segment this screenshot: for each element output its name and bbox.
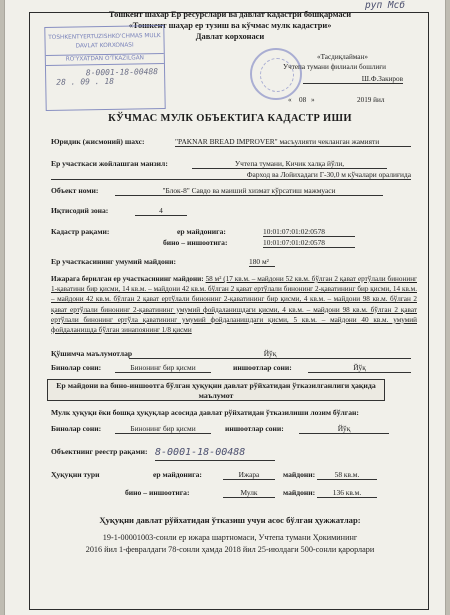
rights-building-label: бино – иншоотига:	[125, 488, 190, 497]
approval-date-mid: »	[311, 96, 315, 104]
lease-paragraph	[51, 274, 417, 335]
registration-box-title: Ер майдони ва бино-иншоотга бўлган ҳуқуқни давлат рўйхатидан ўтказилганлиги ҳақида маълумот	[56, 381, 376, 400]
cadastre-building-value: 10:01:07:01:02:0578	[263, 238, 355, 248]
structures2-label: иншоотлар сони:	[225, 424, 284, 433]
cadastre-land-value: 10:01:07:01:02:0578	[263, 227, 355, 237]
header-line-3: Давлат корхонаси	[195, 32, 265, 41]
registration-stamp	[44, 25, 165, 111]
lease-label: Ижарага берилган ер участкасининг майдони:	[51, 275, 204, 283]
cadastre-building-label: бино – иншоотига:	[163, 238, 228, 247]
structures-value: Йўқ	[308, 363, 411, 373]
registry-value-line	[155, 442, 275, 461]
documents-title: Ҳуқуқни давлат рўйхатидан ўтказиш учун асос бўлган ҳужжатлар:	[99, 515, 361, 525]
stamp-date: 28 . 09 . 18	[56, 76, 115, 87]
total-area-value	[249, 257, 275, 267]
rights-land-area-value: 58 кв.м.	[317, 470, 377, 480]
buildings-value: Бинонинг бир қисми	[115, 363, 211, 373]
structures-label: иншоотлар сони:	[233, 363, 292, 372]
stamp-line-2: DAVLAT KORXONASI	[75, 42, 134, 50]
approval-branch: Учтепа тумани филиали бошлиғи	[283, 63, 387, 71]
registration-info-box	[47, 379, 385, 401]
approval-date-prefix: «	[288, 96, 292, 104]
rights-land-value: Ижара	[223, 470, 275, 480]
buildings2-value: Бинонинг бир қисми	[115, 424, 211, 434]
additional-value: Йўқ	[129, 349, 411, 359]
buildings-label: Бинолар сони:	[51, 363, 102, 372]
rights-land-label: ер майдонига:	[153, 470, 202, 479]
document-title: КЎЧМАС МУЛК ОБЪЕКТИГА КАДАСТР ИШИ	[108, 113, 352, 124]
registration-note: Мулк ҳуқуқи ёки бошқа ҳуқуқлар асосида давлат рўйхатидан ўтказилиши лозим бўлган:	[51, 408, 359, 417]
additional-label: Қўшимча маълумотлар	[51, 349, 133, 358]
address-label: Ер участкаси жойлашган манзил:	[51, 159, 168, 168]
documents-line-1: 19-1-00001003-сонли ер ижара шартномаси, Учтепа тумани Ҳокимининг	[102, 533, 358, 542]
object-value: "Блок-8" Савдо ва маиший хизмат кўрсатиш мажмуаси	[115, 186, 383, 196]
documents-line-2: 2016 йил 1-февралдаги 78-сонли ҳамда 2018 йил 25-июлдаги 500-сонли қарорлари	[85, 545, 375, 554]
document-page	[4, 0, 446, 615]
header-line-2: «Тошкент шаҳар ер тузиш ва кўчмас мулк кадастри»	[128, 21, 332, 30]
entity-value: "PAKNAR BREAD IMPROVER" масъулияти чекланган жамияти	[175, 137, 411, 147]
rights-label: Ҳуқуқни тури	[51, 470, 100, 479]
zone-label: Иқтисодий зона:	[51, 206, 109, 215]
structures2-value: Йўқ	[299, 424, 389, 434]
registry-value: 8-0001-18-00488	[155, 447, 246, 458]
handwritten-note: руп Мсб	[365, 0, 406, 11]
rights-building-value: Мулк	[223, 488, 275, 498]
zone-value: 4	[135, 206, 187, 216]
address-line-1: Учтепа тумани, Кичик халқа йўли,	[192, 159, 387, 169]
rights-building-area-label: майдони:	[283, 488, 316, 497]
buildings2-label: Бинолар сони:	[51, 424, 102, 433]
cadastre-label: Кадастр рақами:	[51, 227, 110, 236]
official-seal	[250, 48, 302, 100]
entity-label: Юридик (жисмоний) шахс:	[51, 137, 145, 146]
stamp-number: 8-0001-18-00488	[85, 67, 159, 78]
total-area-unit: м²	[261, 257, 269, 266]
stamp-line-1: TOSHKENTYERTUZISHKO'CHMAS MULK	[48, 33, 161, 41]
header-line-1: Тошкент шахар Ер ресурслари ва давлат кадастри бошқармаси	[108, 10, 352, 19]
object-label: Объект номи:	[51, 186, 99, 195]
total-area-number: 180	[249, 257, 261, 266]
registry-label: Объектнинг реестр рақами:	[51, 447, 148, 456]
approval-year: 2019 йил	[357, 96, 385, 104]
lease-text: 58 м² (17 кв.м. – майдони 52 кв.м. бўлган 2 қават ертўлали бинонинг 1-қаватини бир қисми, 14 кв.м. – майдони 42 кв.м. бўлган 2 қават ертўлали бинонинг 2-қаватининг бир қисми, 14 кв.м. – майдони 42 кв.м. бўлган 2 қават ертўлали бинонинг 2-қаватининг бир қисми, 4 кв.м. – майдони 98 кв.м. бўлган 2 қават ертўлали бинонинг 2-қаватининг умумий фойдаланишдаги қисми, 4 кв.м. – майдони 98 кв.м. бўлган 2 қават ертўлали бинонинг ертўла қаватининг умумий фойдаланишдаги қисми, 5 кв.м. – майдони 40 кв.м. умумий фойдаланишда бўлган зинапоянинг 1/8 қисми	[51, 275, 417, 335]
approval-signatory: Ш.Ф.Закиров	[303, 75, 403, 84]
rights-land-area-label: майдони:	[283, 470, 316, 479]
address-line-2: Фарход ва Лойихадаги Г-30,0 м кўчалари оралиғида	[51, 170, 411, 180]
approval-date-day: 08	[299, 96, 307, 104]
rights-building-area-value: 136 кв.м.	[317, 488, 377, 498]
stamp-line-3: RO'YXATDAN O'TKAZILGAN	[46, 53, 164, 66]
cadastre-land-label: ер майдонига:	[177, 227, 226, 236]
total-area-label: Ер участкасининг умумий майдони:	[51, 257, 177, 266]
approval-label: «Тасдиқлайман»	[317, 53, 368, 61]
